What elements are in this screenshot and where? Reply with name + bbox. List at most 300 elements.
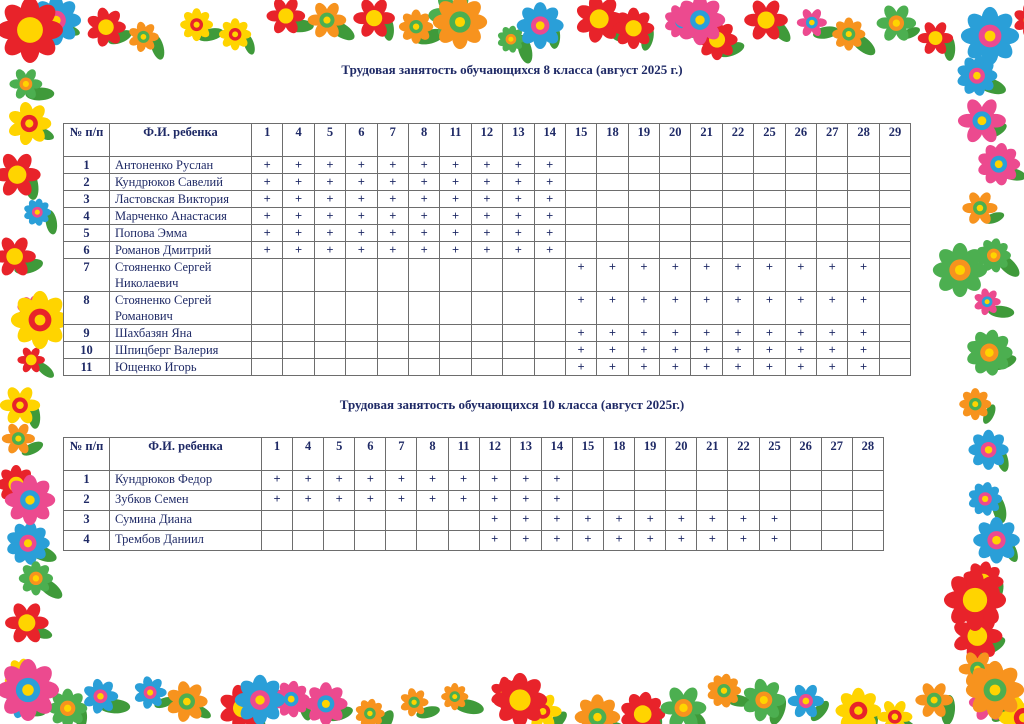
attendance-mark: + xyxy=(510,491,541,511)
attendance-mark: + xyxy=(565,325,596,342)
attendance-mark: + xyxy=(691,359,722,376)
attendance-mark xyxy=(448,511,479,531)
attendance-mark xyxy=(565,208,596,225)
attendance-mark: + xyxy=(283,225,314,242)
attendance-mark: + xyxy=(628,359,659,376)
attendance-mark xyxy=(691,157,722,174)
day-header: 22 xyxy=(728,438,759,471)
attendance-mark: + xyxy=(597,259,628,292)
attendance-mark xyxy=(722,225,753,242)
attendance-mark: + xyxy=(691,259,722,292)
row-number: 11 xyxy=(64,359,110,376)
attendance-mark: + xyxy=(534,208,565,225)
attendance-mark: + xyxy=(293,471,324,491)
attendance-mark xyxy=(697,491,728,511)
attendance-mark: + xyxy=(503,174,534,191)
attendance-mark xyxy=(821,491,852,511)
day-header: 14 xyxy=(541,438,572,471)
day-header: 22 xyxy=(722,124,753,157)
attendance-mark xyxy=(754,191,785,208)
attendance-mark xyxy=(408,325,439,342)
attendance-mark: + xyxy=(604,511,635,531)
attendance-mark xyxy=(660,225,691,242)
attendance-mark xyxy=(785,225,816,242)
attendance-mark xyxy=(471,292,502,325)
attendance-mark xyxy=(604,491,635,511)
table2-title: Трудовая занятость обучающихся 10 класса (август 2025г.) xyxy=(339,397,685,412)
table-row xyxy=(64,191,911,208)
day-header: 12 xyxy=(471,124,502,157)
attendance-mark: + xyxy=(541,491,572,511)
day-header: 5 xyxy=(324,438,355,471)
attendance-mark xyxy=(565,242,596,259)
attendance-mark xyxy=(283,325,314,342)
attendance-mark: + xyxy=(722,259,753,292)
attendance-mark: + xyxy=(471,157,502,174)
attendance-mark xyxy=(879,342,910,359)
attendance-mark: + xyxy=(314,157,345,174)
attendance-mark: + xyxy=(440,157,471,174)
attendance-mark: + xyxy=(754,325,785,342)
attendance-mark xyxy=(597,174,628,191)
attendance-mark xyxy=(628,225,659,242)
attendance-mark xyxy=(722,242,753,259)
attendance-mark: + xyxy=(754,259,785,292)
attendance-mark xyxy=(503,259,534,292)
day-header: 8 xyxy=(408,124,439,157)
attendance-mark: + xyxy=(541,531,572,551)
day-header: 26 xyxy=(790,438,821,471)
table-row xyxy=(64,174,911,191)
attendance-mark: + xyxy=(503,157,534,174)
attendance-mark: + xyxy=(346,157,377,174)
attendance-mark xyxy=(848,174,879,191)
table-row xyxy=(64,242,911,259)
attendance-mark xyxy=(440,292,471,325)
attendance-mark xyxy=(534,325,565,342)
attendance-mark xyxy=(440,259,471,292)
attendance-mark xyxy=(534,292,565,325)
row-number: 2 xyxy=(64,491,110,511)
attendance-mark xyxy=(785,174,816,191)
attendance-mark: + xyxy=(660,342,691,359)
attendance-mark: + xyxy=(448,491,479,511)
attendance-mark: + xyxy=(417,471,448,491)
attendance-mark: + xyxy=(510,471,541,491)
attendance-mark xyxy=(346,325,377,342)
day-header: 15 xyxy=(572,438,603,471)
attendance-mark: + xyxy=(785,325,816,342)
attendance-mark: + xyxy=(817,325,848,342)
attendance-mark xyxy=(817,174,848,191)
attendance-mark: + xyxy=(440,242,471,259)
attendance-mark xyxy=(879,242,910,259)
student-name: Сумина Диана xyxy=(110,511,262,531)
attendance-mark xyxy=(534,359,565,376)
table-row xyxy=(64,491,884,511)
student-name: Антоненко Руслан xyxy=(110,157,252,174)
class8-schedule-table xyxy=(63,123,911,376)
attendance-mark xyxy=(293,511,324,531)
attendance-mark xyxy=(790,491,821,511)
attendance-mark: + xyxy=(408,208,439,225)
attendance-mark: + xyxy=(471,242,502,259)
attendance-mark: + xyxy=(503,208,534,225)
attendance-mark xyxy=(314,359,345,376)
day-header: 28 xyxy=(848,124,879,157)
attendance-mark: + xyxy=(597,325,628,342)
attendance-mark: + xyxy=(628,259,659,292)
attendance-mark xyxy=(879,259,910,292)
attendance-mark xyxy=(252,292,283,325)
attendance-mark xyxy=(314,325,345,342)
day-header: 6 xyxy=(355,438,386,471)
attendance-mark xyxy=(503,359,534,376)
attendance-mark xyxy=(660,191,691,208)
attendance-mark: + xyxy=(314,208,345,225)
attendance-mark: + xyxy=(565,259,596,292)
attendance-mark xyxy=(879,225,910,242)
attendance-mark xyxy=(440,359,471,376)
student-name: Трембов Даниил xyxy=(110,531,262,551)
attendance-mark xyxy=(314,342,345,359)
attendance-mark xyxy=(754,225,785,242)
table-header-row xyxy=(64,124,911,157)
attendance-mark xyxy=(565,191,596,208)
attendance-mark xyxy=(785,208,816,225)
attendance-mark: + xyxy=(293,491,324,511)
day-header: 15 xyxy=(565,124,596,157)
table-row xyxy=(64,359,911,376)
attendance-mark xyxy=(346,342,377,359)
attendance-mark xyxy=(377,259,408,292)
attendance-mark xyxy=(879,359,910,376)
attendance-mark: + xyxy=(471,174,502,191)
attendance-mark xyxy=(471,342,502,359)
attendance-mark: + xyxy=(534,242,565,259)
attendance-mark xyxy=(848,157,879,174)
attendance-mark xyxy=(503,325,534,342)
day-header: 19 xyxy=(628,124,659,157)
attendance-mark xyxy=(565,225,596,242)
attendance-mark xyxy=(790,511,821,531)
attendance-mark xyxy=(440,342,471,359)
attendance-mark: + xyxy=(471,208,502,225)
attendance-mark xyxy=(283,342,314,359)
attendance-mark: + xyxy=(503,225,534,242)
attendance-mark xyxy=(417,531,448,551)
attendance-mark: + xyxy=(252,157,283,174)
student-name: Ластовская Виктория xyxy=(110,191,252,208)
attendance-mark xyxy=(408,359,439,376)
student-name: Стояненко Сергей Николаевич xyxy=(110,259,252,292)
attendance-mark: + xyxy=(722,325,753,342)
attendance-mark xyxy=(879,174,910,191)
attendance-mark xyxy=(293,531,324,551)
attendance-mark: + xyxy=(691,325,722,342)
attendance-mark xyxy=(503,292,534,325)
attendance-mark: + xyxy=(408,174,439,191)
attendance-mark: + xyxy=(660,325,691,342)
attendance-mark xyxy=(848,191,879,208)
attendance-mark: + xyxy=(848,342,879,359)
attendance-mark xyxy=(790,531,821,551)
table-row xyxy=(64,471,884,491)
attendance-mark: + xyxy=(572,511,603,531)
attendance-mark: + xyxy=(440,225,471,242)
attendance-mark: + xyxy=(448,471,479,491)
attendance-mark xyxy=(691,225,722,242)
attendance-mark xyxy=(817,225,848,242)
attendance-mark: + xyxy=(691,342,722,359)
attendance-mark: + xyxy=(252,242,283,259)
attendance-mark xyxy=(572,471,603,491)
day-header: 7 xyxy=(377,124,408,157)
attendance-mark xyxy=(660,208,691,225)
attendance-mark xyxy=(597,157,628,174)
col-header-name: Ф.И. ребенка xyxy=(110,438,262,471)
day-header: 5 xyxy=(314,124,345,157)
attendance-mark: + xyxy=(283,157,314,174)
student-name: Попова Эмма xyxy=(110,225,252,242)
attendance-mark xyxy=(597,225,628,242)
attendance-mark xyxy=(817,157,848,174)
attendance-mark xyxy=(728,491,759,511)
attendance-mark: + xyxy=(697,531,728,551)
attendance-mark: + xyxy=(346,242,377,259)
row-number: 7 xyxy=(64,259,110,292)
attendance-mark: + xyxy=(471,225,502,242)
attendance-mark xyxy=(785,191,816,208)
day-header: 14 xyxy=(534,124,565,157)
day-header: 12 xyxy=(479,438,510,471)
student-name: Шахбазян Яна xyxy=(110,325,252,342)
attendance-mark: + xyxy=(314,191,345,208)
attendance-mark: + xyxy=(534,157,565,174)
attendance-mark xyxy=(503,342,534,359)
attendance-mark xyxy=(666,471,697,491)
day-header: 20 xyxy=(660,124,691,157)
attendance-mark: + xyxy=(541,471,572,491)
attendance-mark xyxy=(754,157,785,174)
attendance-mark: + xyxy=(377,191,408,208)
day-header: 18 xyxy=(597,124,628,157)
attendance-mark xyxy=(817,242,848,259)
attendance-mark: + xyxy=(355,471,386,491)
attendance-mark xyxy=(759,471,790,491)
row-number: 2 xyxy=(64,174,110,191)
attendance-mark: + xyxy=(314,174,345,191)
attendance-mark xyxy=(252,342,283,359)
attendance-mark: + xyxy=(541,511,572,531)
attendance-mark: + xyxy=(565,342,596,359)
attendance-mark: + xyxy=(346,225,377,242)
table-row xyxy=(64,511,884,531)
attendance-mark xyxy=(408,292,439,325)
row-number: 3 xyxy=(64,191,110,208)
attendance-mark: + xyxy=(697,511,728,531)
attendance-mark: + xyxy=(479,531,510,551)
attendance-mark: + xyxy=(386,471,417,491)
attendance-mark xyxy=(386,531,417,551)
attendance-mark xyxy=(377,292,408,325)
day-header: 21 xyxy=(691,124,722,157)
attendance-mark: + xyxy=(377,174,408,191)
attendance-mark: + xyxy=(754,292,785,325)
attendance-mark: + xyxy=(817,292,848,325)
attendance-mark: + xyxy=(471,191,502,208)
attendance-mark xyxy=(252,325,283,342)
attendance-mark: + xyxy=(503,191,534,208)
attendance-mark: + xyxy=(817,359,848,376)
attendance-mark xyxy=(283,292,314,325)
attendance-mark xyxy=(785,242,816,259)
day-header: 1 xyxy=(262,438,293,471)
attendance-mark: + xyxy=(324,471,355,491)
attendance-mark xyxy=(697,471,728,491)
attendance-mark: + xyxy=(408,225,439,242)
attendance-mark: + xyxy=(817,259,848,292)
attendance-mark xyxy=(852,471,883,491)
day-header: 21 xyxy=(697,438,728,471)
attendance-mark: + xyxy=(510,531,541,551)
row-number: 1 xyxy=(64,471,110,491)
attendance-mark: + xyxy=(666,511,697,531)
attendance-mark: + xyxy=(785,342,816,359)
attendance-mark xyxy=(408,342,439,359)
attendance-mark xyxy=(597,208,628,225)
attendance-mark xyxy=(722,191,753,208)
attendance-mark: + xyxy=(355,491,386,511)
attendance-mark xyxy=(691,191,722,208)
table-row xyxy=(64,342,911,359)
col-header-num: № п/п xyxy=(64,124,110,157)
class10-schedule-table xyxy=(63,437,884,551)
day-header: 4 xyxy=(293,438,324,471)
attendance-mark: + xyxy=(722,342,753,359)
attendance-mark: + xyxy=(728,511,759,531)
attendance-mark: + xyxy=(314,225,345,242)
attendance-mark: + xyxy=(572,531,603,551)
attendance-mark xyxy=(355,531,386,551)
attendance-mark xyxy=(440,325,471,342)
day-header: 11 xyxy=(448,438,479,471)
attendance-mark: + xyxy=(283,242,314,259)
attendance-mark xyxy=(759,491,790,511)
day-header: 8 xyxy=(417,438,448,471)
attendance-mark xyxy=(691,208,722,225)
day-header: 11 xyxy=(440,124,471,157)
attendance-mark xyxy=(821,531,852,551)
row-number: 1 xyxy=(64,157,110,174)
attendance-mark xyxy=(346,292,377,325)
attendance-mark xyxy=(628,208,659,225)
attendance-mark xyxy=(346,359,377,376)
attendance-mark: + xyxy=(252,174,283,191)
row-number: 4 xyxy=(64,531,110,551)
col-header-num: № п/п xyxy=(64,438,110,471)
day-header: 1 xyxy=(252,124,283,157)
day-header: 18 xyxy=(604,438,635,471)
attendance-mark xyxy=(879,208,910,225)
attendance-mark: + xyxy=(534,225,565,242)
attendance-mark xyxy=(377,359,408,376)
attendance-mark xyxy=(817,191,848,208)
attendance-mark xyxy=(252,259,283,292)
attendance-mark xyxy=(471,325,502,342)
attendance-mark: + xyxy=(262,471,293,491)
attendance-mark xyxy=(754,208,785,225)
attendance-mark xyxy=(722,157,753,174)
attendance-mark xyxy=(471,359,502,376)
attendance-mark: + xyxy=(408,242,439,259)
attendance-mark: + xyxy=(660,292,691,325)
attendance-mark: + xyxy=(628,325,659,342)
attendance-mark: + xyxy=(377,225,408,242)
attendance-mark xyxy=(324,531,355,551)
row-number: 4 xyxy=(64,208,110,225)
attendance-mark xyxy=(314,292,345,325)
day-header: 25 xyxy=(754,124,785,157)
attendance-mark xyxy=(534,342,565,359)
day-header: 29 xyxy=(879,124,910,157)
row-number: 10 xyxy=(64,342,110,359)
attendance-mark: + xyxy=(565,359,596,376)
day-header: 26 xyxy=(785,124,816,157)
table-row xyxy=(64,208,911,225)
attendance-mark: + xyxy=(754,359,785,376)
student-name: Кундрюков Савелий xyxy=(110,174,252,191)
attendance-mark xyxy=(790,471,821,491)
attendance-mark xyxy=(635,491,666,511)
attendance-mark: + xyxy=(728,531,759,551)
day-header: 28 xyxy=(852,438,883,471)
day-header: 20 xyxy=(666,438,697,471)
attendance-mark: + xyxy=(314,242,345,259)
attendance-mark: + xyxy=(283,191,314,208)
table-row xyxy=(64,531,884,551)
attendance-mark: + xyxy=(785,259,816,292)
attendance-mark xyxy=(377,342,408,359)
attendance-mark: + xyxy=(635,531,666,551)
attendance-mark xyxy=(534,259,565,292)
attendance-mark: + xyxy=(377,157,408,174)
attendance-mark xyxy=(754,242,785,259)
attendance-mark: + xyxy=(722,292,753,325)
student-name: Ющенко Игорь xyxy=(110,359,252,376)
attendance-mark: + xyxy=(440,174,471,191)
attendance-mark xyxy=(355,511,386,531)
attendance-mark xyxy=(754,174,785,191)
attendance-mark: + xyxy=(785,359,816,376)
attendance-mark: + xyxy=(346,174,377,191)
attendance-mark: + xyxy=(417,491,448,511)
table-row xyxy=(64,325,911,342)
attendance-mark: + xyxy=(848,259,879,292)
attendance-mark: + xyxy=(503,242,534,259)
attendance-mark xyxy=(635,471,666,491)
attendance-mark xyxy=(660,157,691,174)
table-row xyxy=(64,157,911,174)
attendance-mark: + xyxy=(848,359,879,376)
attendance-mark xyxy=(314,259,345,292)
attendance-mark xyxy=(852,491,883,511)
attendance-mark xyxy=(408,259,439,292)
attendance-mark: + xyxy=(604,531,635,551)
attendance-mark: + xyxy=(597,342,628,359)
attendance-mark: + xyxy=(691,292,722,325)
attendance-mark: + xyxy=(628,342,659,359)
